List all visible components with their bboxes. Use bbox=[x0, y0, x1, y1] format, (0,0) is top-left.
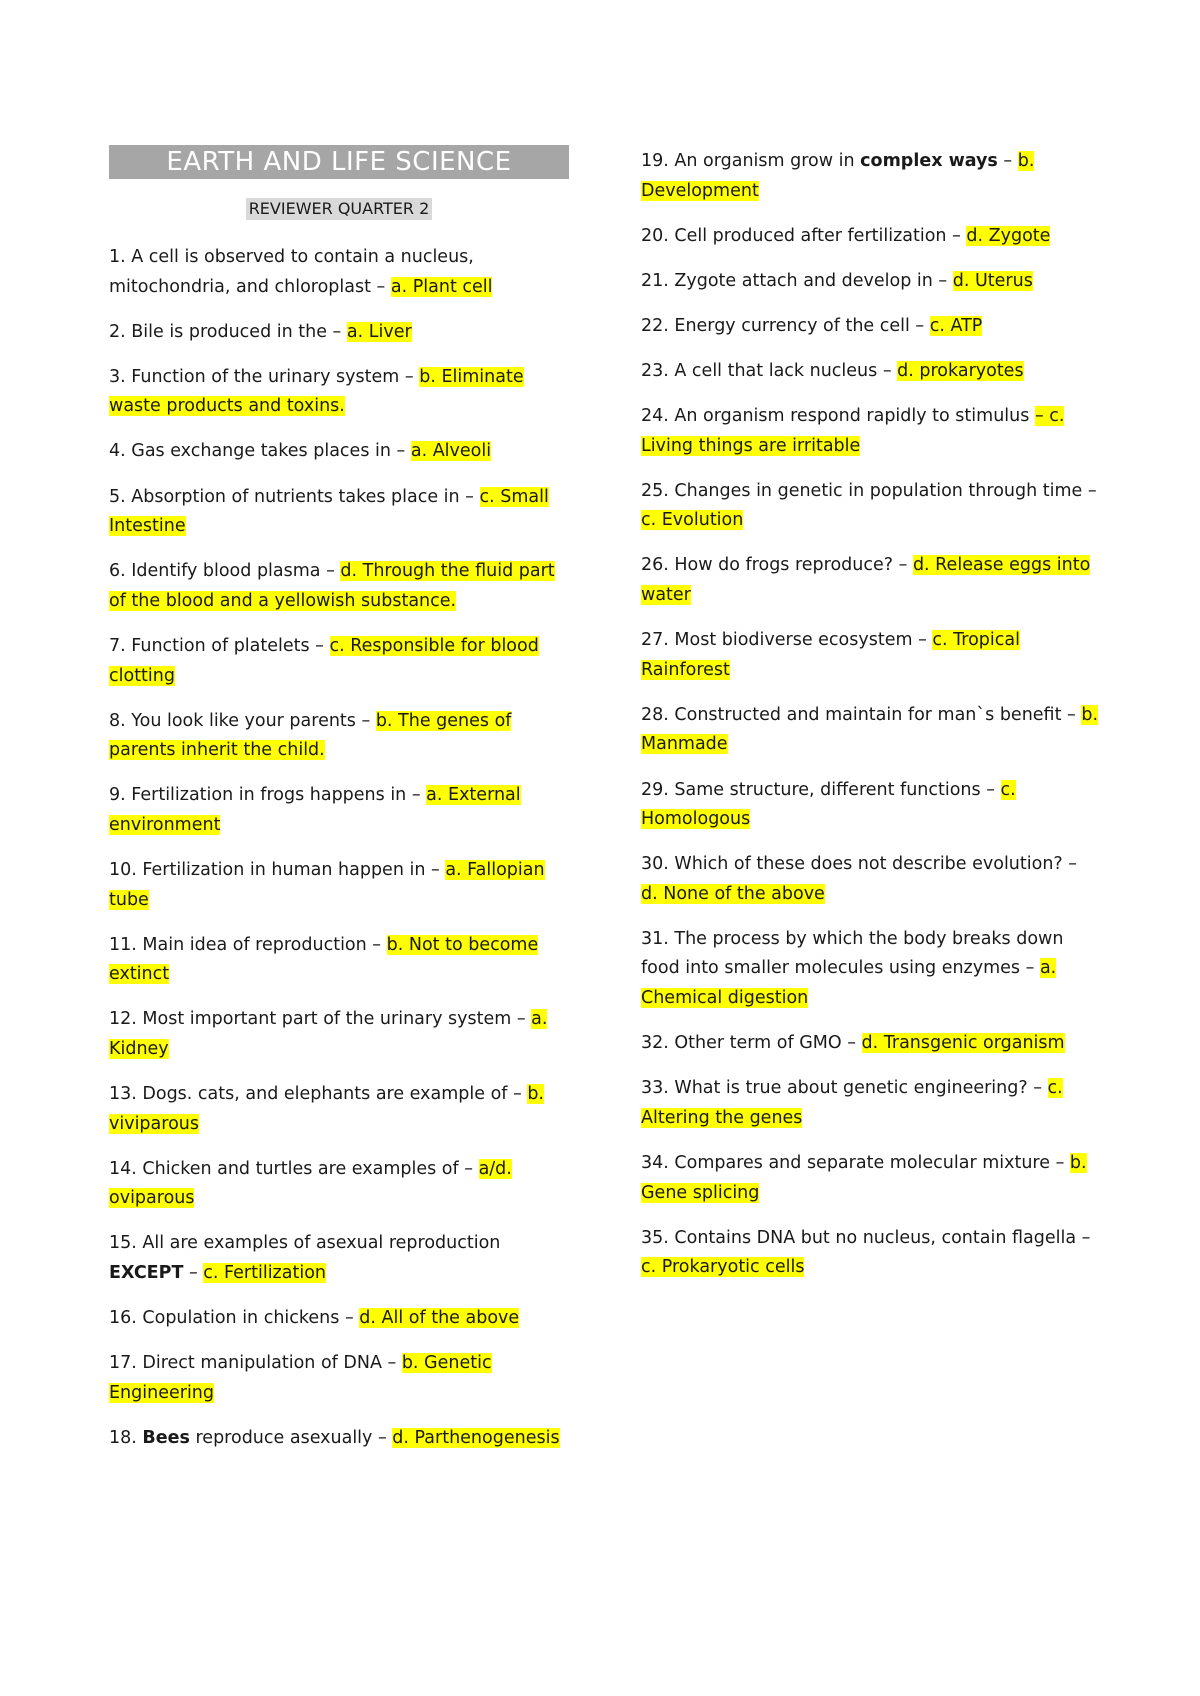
answer-highlight: d. Parthenogenesis bbox=[392, 1427, 560, 1448]
question-text: 24. An organism respond rapidly to stimulus bbox=[641, 406, 1030, 427]
subtitle-wrapper bbox=[109, 198, 569, 220]
question-item bbox=[641, 1224, 1099, 1283]
answer-highlight: a/d. oviparous bbox=[109, 1158, 512, 1209]
question-item bbox=[641, 1029, 1099, 1059]
answer-highlight: a. Alveoli bbox=[410, 441, 492, 462]
answer-highlight: a. Kidney bbox=[109, 1009, 548, 1059]
question-item bbox=[641, 776, 1099, 835]
question-list-right bbox=[641, 147, 1099, 1298]
question-text: 26. How do frogs reproduce? – bbox=[641, 555, 908, 576]
answer-highlight: a. Plant cell bbox=[390, 276, 493, 297]
question-number: 18. bbox=[109, 1427, 137, 1448]
question-text: 7. Function of platelets – bbox=[109, 635, 324, 656]
question-text: 13. Dogs. cats, and elephants are example of – bbox=[109, 1084, 522, 1105]
question-text: 10. Fertilization in human happen in – bbox=[109, 860, 440, 880]
question-item bbox=[641, 1149, 1099, 1208]
question-text: 14. Chicken and turtles are examples of – bbox=[109, 1158, 473, 1179]
answer-highlight: b. viviparous bbox=[109, 1084, 544, 1134]
answer-highlight: c. Small Intestine bbox=[109, 486, 549, 537]
question-text: 19. An organism grow in bbox=[641, 151, 855, 171]
question-text: 25. Changes in genetic in population through time – bbox=[641, 480, 1097, 501]
answer-highlight: b. Eliminate waste products and toxins. bbox=[109, 366, 524, 417]
question-item bbox=[641, 402, 1099, 461]
question-item bbox=[109, 1005, 577, 1064]
question-item bbox=[109, 1229, 577, 1288]
question-item bbox=[109, 931, 577, 990]
answer-highlight: a. External environment bbox=[109, 785, 521, 835]
answer-highlight: d. Release eggs into water bbox=[641, 555, 1091, 606]
question-item bbox=[109, 557, 577, 616]
question-item bbox=[109, 1080, 577, 1139]
question-item bbox=[109, 781, 577, 840]
answer-highlight: b. Not to become extinct bbox=[109, 934, 539, 985]
answer-highlight: c. Tropical Rainforest bbox=[641, 630, 1020, 680]
question-text: 15. All are examples of asexual reproduction bbox=[109, 1233, 501, 1254]
question-item bbox=[109, 318, 577, 348]
answer-highlight: d. prokaryotes bbox=[897, 360, 1024, 381]
question-item bbox=[109, 632, 577, 691]
question-item bbox=[641, 850, 1099, 909]
question-item bbox=[109, 1304, 577, 1334]
answer-highlight: d. Uterus bbox=[952, 270, 1033, 291]
question-text: 12. Most important part of the urinary system – bbox=[109, 1009, 526, 1030]
question-item bbox=[109, 483, 577, 542]
question-item bbox=[641, 925, 1099, 1014]
question-text: 4. Gas exchange takes places in – bbox=[109, 441, 406, 462]
question-item bbox=[109, 243, 577, 302]
question-item bbox=[641, 357, 1099, 387]
question-emphasis: complex ways bbox=[860, 151, 998, 171]
question-text: reproduce asexually – bbox=[195, 1427, 387, 1448]
answer-highlight: b. Genetic Engineering bbox=[109, 1353, 492, 1403]
question-text: 35. Contains DNA but no nucleus, contain flagella – bbox=[641, 1227, 1091, 1248]
question-item bbox=[109, 1155, 577, 1214]
question-text: 23. A cell that lack nucleus – bbox=[641, 360, 892, 381]
question-text: 11. Main idea of reproduction – bbox=[109, 934, 382, 955]
question-item bbox=[641, 701, 1099, 760]
question-dash: – bbox=[188, 1263, 198, 1284]
answer-highlight: d. Through the fluid part of the blood and a yellowish substance. bbox=[109, 561, 555, 611]
question-item bbox=[641, 222, 1099, 252]
question-text: 34. Compares and separate molecular mixture – bbox=[641, 1152, 1065, 1173]
answer-highlight: – c. Living things are irritable bbox=[641, 406, 1065, 456]
answer-highlight: d. None of the above bbox=[641, 883, 825, 904]
answer-highlight: c. Homologous bbox=[641, 779, 1016, 830]
answer-highlight: a. Chemical digestion bbox=[641, 958, 1057, 1009]
question-text: 9. Fertilization in frogs happens in – bbox=[109, 785, 421, 806]
question-emphasis: Bees bbox=[142, 1427, 190, 1448]
question-item bbox=[109, 437, 577, 467]
question-text: 8. You look like your parents – bbox=[109, 710, 371, 731]
question-text: 21. Zygote attach and develop in – bbox=[641, 270, 948, 291]
question-text: 30. Which of these does not describe evolution? – bbox=[641, 854, 1078, 875]
question-item bbox=[641, 267, 1099, 297]
answer-highlight: d. Zygote bbox=[966, 225, 1051, 246]
question-text: 29. Same structure, different functions – bbox=[641, 779, 995, 800]
question-text: 33. What is true about genetic engineering? – bbox=[641, 1078, 1042, 1099]
question-item bbox=[109, 856, 577, 915]
question-text: 5. Absorption of nutrients takes place in – bbox=[109, 486, 474, 507]
answer-highlight: b. The genes of parents inherit the child. bbox=[109, 710, 512, 761]
question-text: 16. Copulation in chickens – bbox=[109, 1308, 354, 1329]
answer-highlight: c. Evolution bbox=[641, 510, 744, 531]
answer-highlight: b. Gene splicing bbox=[641, 1152, 1087, 1203]
answer-highlight: d. All of the above bbox=[359, 1308, 520, 1329]
question-text: 27. Most biodiverse ecosystem – bbox=[641, 630, 927, 651]
answer-highlight: c. Prokaryotic cells bbox=[641, 1257, 805, 1278]
question-text: 6. Identify blood plasma – bbox=[109, 561, 335, 582]
document-subtitle: REVIEWER QUARTER 2 bbox=[246, 198, 433, 220]
question-list-left bbox=[109, 243, 577, 1469]
question-item bbox=[109, 707, 577, 766]
question-text: 3. Function of the urinary system – bbox=[109, 366, 414, 387]
answer-highlight: a. Fallopian tube bbox=[109, 860, 545, 910]
question-item bbox=[641, 477, 1099, 536]
answer-highlight: c. Fertilization bbox=[203, 1263, 326, 1284]
question-emphasis: EXCEPT bbox=[109, 1263, 184, 1284]
question-text: 22. Energy currency of the cell – bbox=[641, 315, 925, 336]
question-item bbox=[641, 312, 1099, 342]
answer-highlight: c. ATP bbox=[929, 315, 983, 336]
question-text: 17. Direct manipulation of DNA – bbox=[109, 1353, 397, 1374]
question-dash: – bbox=[1003, 151, 1013, 171]
question-item bbox=[109, 363, 577, 422]
question-text: 32. Other term of GMO – bbox=[641, 1033, 856, 1054]
question-text: 2. Bile is produced in the – bbox=[109, 321, 342, 342]
answer-highlight: c. Responsible for blood clotting bbox=[109, 635, 539, 686]
question-text: 28. Constructed and maintain for man`s benefit – bbox=[641, 704, 1076, 725]
question-item bbox=[641, 147, 1099, 206]
question-item bbox=[641, 1074, 1099, 1133]
answer-highlight: a. Liver bbox=[346, 321, 412, 342]
answer-highlight: c. Altering the genes bbox=[641, 1078, 1063, 1128]
question-text: 20. Cell produced after fertilization – bbox=[641, 225, 961, 246]
answer-highlight: b. Development bbox=[641, 151, 1035, 201]
question-item bbox=[109, 1424, 577, 1454]
question-item bbox=[641, 626, 1099, 685]
question-text: 31. The process by which the body breaks down food into smaller molecules using enzymes – bbox=[641, 928, 1064, 979]
question-item bbox=[109, 1349, 577, 1408]
document-title: EARTH AND LIFE SCIENCE bbox=[109, 145, 569, 179]
answer-highlight: b. Manmade bbox=[641, 704, 1099, 755]
question-text: 1. A cell is observed to contain a nucleus, mitochondria, and chloroplast – bbox=[109, 247, 474, 297]
answer-highlight: d. Transgenic organism bbox=[861, 1033, 1065, 1054]
question-item bbox=[641, 551, 1099, 610]
